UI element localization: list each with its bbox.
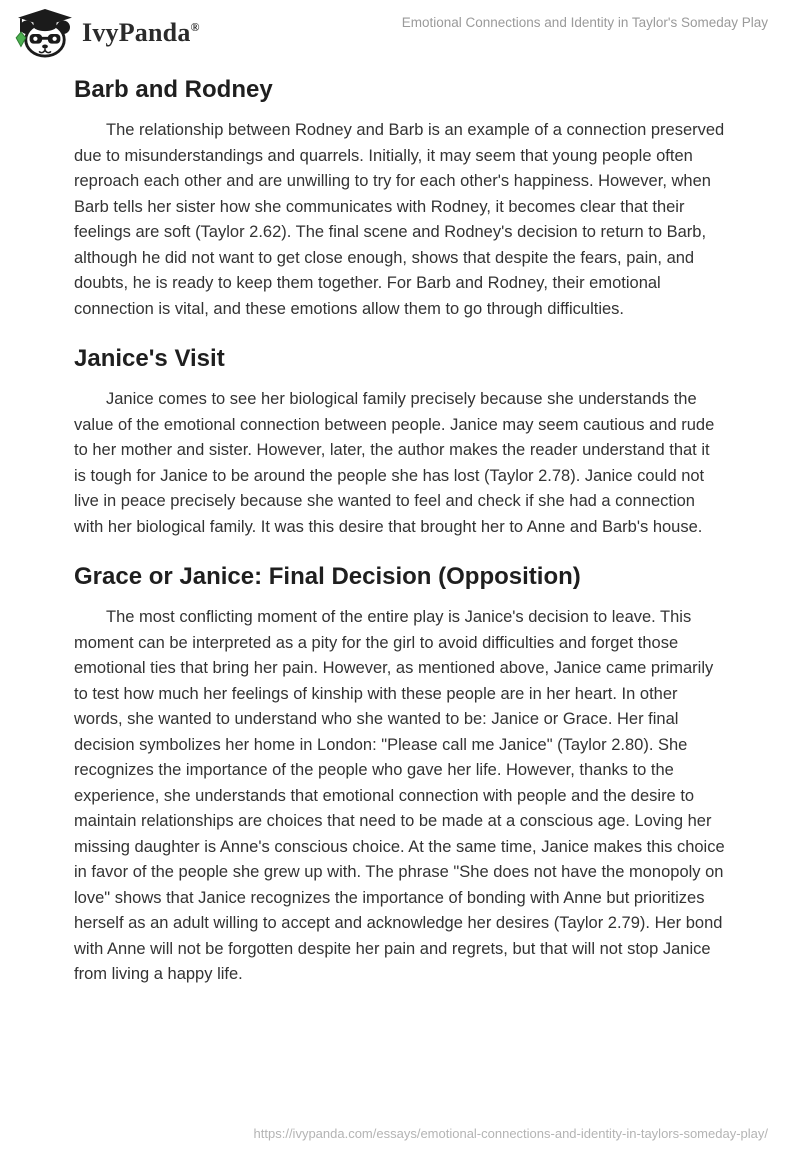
registered-mark: ®	[190, 20, 200, 34]
ivypanda-logo	[14, 8, 200, 58]
logo-text	[82, 18, 200, 48]
page-footer	[254, 1126, 768, 1141]
page-header	[0, 0, 800, 64]
section-heading-janices-visit: Janice's Visit	[74, 345, 225, 372]
section-paragraph-final-decision: The most conflicting moment of the entire play is Janice's decision to leave. This moment can be interpreted as a pity for the girl to avoid difficulties and forget those emotional ties that bring her pain. However, as mentioned above, Janice came primarily to test how much her feelings of kinship with these people are in her heart. In other words, she wanted to understand who she wanted to be: Janice or Grace. Her final decision symbolizes her home in London: "Please call me Janice" (Taylor 2.80). She recognizes the importance of the people who gave her life. However, thanks to the experience, she understands that emotional connection with people and the desire to maintain relationships are choices that need to be made at a conscious age. Loving her missing daughter is Anne's conscious choice. At the same time, Janice makes this choice in favor of the people she grew up with. The phrase "She does not have the monopoly on love" shows that Janice recognizes the importance of bonding with Anne but prioritizes herself as an adult willing to accept and acknowledge her desires (Taylor 2.79). Her bond with Anne will not be forgotten despite her pain and regrets, but that will not stop Janice from living a happy life.	[74, 608, 725, 983]
footer-url: https://ivypanda.com/essays/emotional-connections-and-identity-in-taylors-someday-play/	[253, 1126, 768, 1141]
essay-content	[0, 64, 800, 988]
logo-wordmark: IvyPanda	[82, 18, 191, 47]
section-paragraph-janices-visit: Janice comes to see her biological family precisely because she understands the value of the emotional connection between people. Janice may seem cautious and rude to her mother and sister. However, later, the author makes the reader understand that it is tough for Janice to be around the people she has lost (Taylor 2.78). Janice could not live in peace precisely because she wanted to feel and check if she had a connection with her biological family. It was this desire that brought her to Anne and Barb's house.	[74, 390, 715, 536]
document-title: Emotional Connections and Identity in Taylor's Someday Play	[401, 15, 768, 30]
section-paragraph-barb-and-rodney: The relationship between Rodney and Barb is an example of a connection preserved due to misunderstandings and quarrels. Initially, it may seem that young people often reproach each other and are unwilling to try for each other's happiness. However, when Barb tells her sister how she communicates with Rodney, it becomes clear that their feelings are soft (Taylor 2.62). The final scene and Rodney's decision to return to Barb, although he did not want to get close enough, shows that despite the fears, pain, and doubts, he is ready to keep them together. For Barb and Rodney, their emotional connection is vital, and these emotions allow them to go through difficulties.	[74, 121, 725, 318]
section-heading-barb-and-rodney: Barb and Rodney	[74, 76, 273, 103]
section-heading-final-decision: Grace or Janice: Final Decision (Opposition)	[74, 563, 581, 590]
panda-graduate-icon	[14, 8, 76, 58]
